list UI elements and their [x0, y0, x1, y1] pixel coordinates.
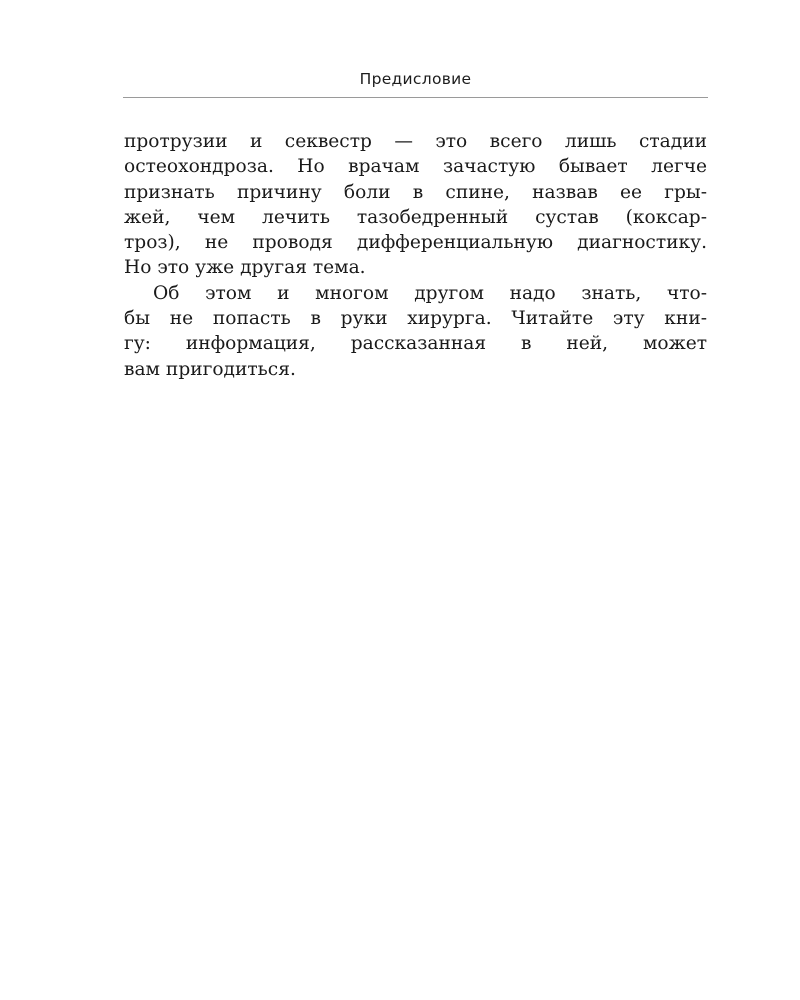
- text-line: троз), не проводя дифференциальную диагностику.: [124, 232, 707, 254]
- paragraph: [124, 129, 707, 281]
- text-line: гу: информация, рассказанная в ней, может: [124, 333, 707, 355]
- paragraph: [124, 281, 707, 382]
- body-text: [124, 129, 707, 382]
- running-head-title: Предисловие: [359, 70, 472, 88]
- text-line: бы не попасть в руки хирурга. Читайте эту кни-: [124, 308, 707, 330]
- text-line: протрузии и секвестр — это всего лишь стадии: [124, 131, 707, 152]
- text-line: остеохондроза. Но врачам зачастую бывает легче: [124, 156, 707, 178]
- text-line: Но это уже другая тема.: [124, 257, 366, 279]
- text-line: Об этом и многом другом надо знать, что-: [153, 282, 707, 304]
- header-rule: [123, 97, 708, 98]
- text-line: признать причину боли в спине, назвав ее гры-: [124, 181, 707, 203]
- text-line: жей, чем лечить тазобедренный сустав (коксар-: [124, 206, 707, 228]
- text-line: вам пригодиться.: [124, 358, 296, 380]
